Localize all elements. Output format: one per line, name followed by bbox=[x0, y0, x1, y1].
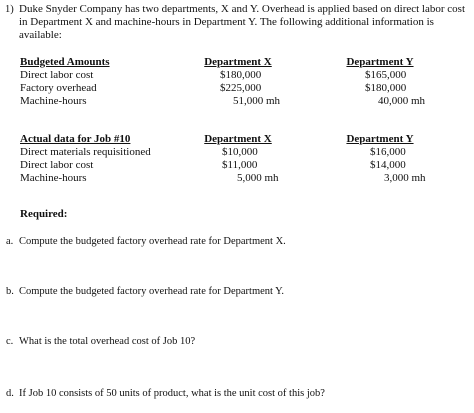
question-d bbox=[6, 387, 325, 400]
question-letter: d. bbox=[6, 388, 14, 399]
question-c bbox=[6, 335, 195, 348]
problem-statement bbox=[5, 3, 469, 42]
question-b bbox=[6, 285, 284, 298]
actual-header: Actual data for Job #10 bbox=[20, 133, 131, 145]
actual-dept-y-header: Department Y bbox=[346, 133, 414, 145]
question-text: Compute the budgeted factory overhead rate for Department Y. bbox=[19, 286, 285, 297]
budgeted-row-x-value: $225,000 bbox=[220, 82, 262, 94]
problem-text: Duke Snyder Company has two departments, X and Y. Overhead is applied based on direct labor cost in Department X and machine-hours in Department Y. The following additional information is available: bbox=[19, 3, 466, 41]
actual-row-label: Direct labor cost bbox=[20, 159, 94, 171]
budgeted-row-label: Direct labor cost bbox=[20, 69, 94, 81]
actual-row-label: Machine-hours bbox=[20, 172, 87, 184]
actual-dept-x-header: Department X bbox=[204, 133, 272, 145]
budgeted-row-y-value: $180,000 bbox=[365, 82, 407, 94]
question-a bbox=[6, 235, 286, 248]
question-letter: b. bbox=[6, 286, 14, 297]
budgeted-dept-y-header: Department Y bbox=[346, 56, 414, 68]
actual-row-x-value: $11,000 bbox=[222, 159, 258, 171]
actual-row-y-value: $14,000 bbox=[370, 159, 406, 171]
question-text: What is the total overhead cost of Job 10? bbox=[19, 336, 196, 347]
required-label: Required: bbox=[20, 208, 68, 220]
question-letter: a. bbox=[6, 236, 14, 247]
budgeted-row-x-value: 51,000 mh bbox=[233, 95, 281, 107]
budgeted-dept-x-header: Department X bbox=[204, 56, 272, 68]
actual-row-x-value: 5,000 mh bbox=[237, 172, 279, 184]
question-text: If Job 10 consists of 50 units of product, what is the unit cost of this job? bbox=[19, 388, 325, 399]
actual-row-y-value: 3,000 mh bbox=[384, 172, 426, 184]
question-text: Compute the budgeted factory overhead rate for Department X. bbox=[19, 236, 286, 247]
actual-row-y-value: $16,000 bbox=[370, 146, 406, 158]
question-letter: c. bbox=[6, 336, 14, 347]
budgeted-row-label: Factory overhead bbox=[20, 82, 97, 94]
problem-number: 1) bbox=[5, 4, 14, 15]
budgeted-row-x-value: $180,000 bbox=[220, 69, 262, 81]
budgeted-row-y-value: $165,000 bbox=[365, 69, 407, 81]
actual-row-label: Direct materials requisitioned bbox=[20, 146, 151, 158]
budgeted-row-label: Machine-hours bbox=[20, 95, 87, 107]
budgeted-row-y-value: 40,000 mh bbox=[378, 95, 426, 107]
budgeted-header: Budgeted Amounts bbox=[20, 56, 110, 68]
actual-row-x-value: $10,000 bbox=[222, 146, 258, 158]
